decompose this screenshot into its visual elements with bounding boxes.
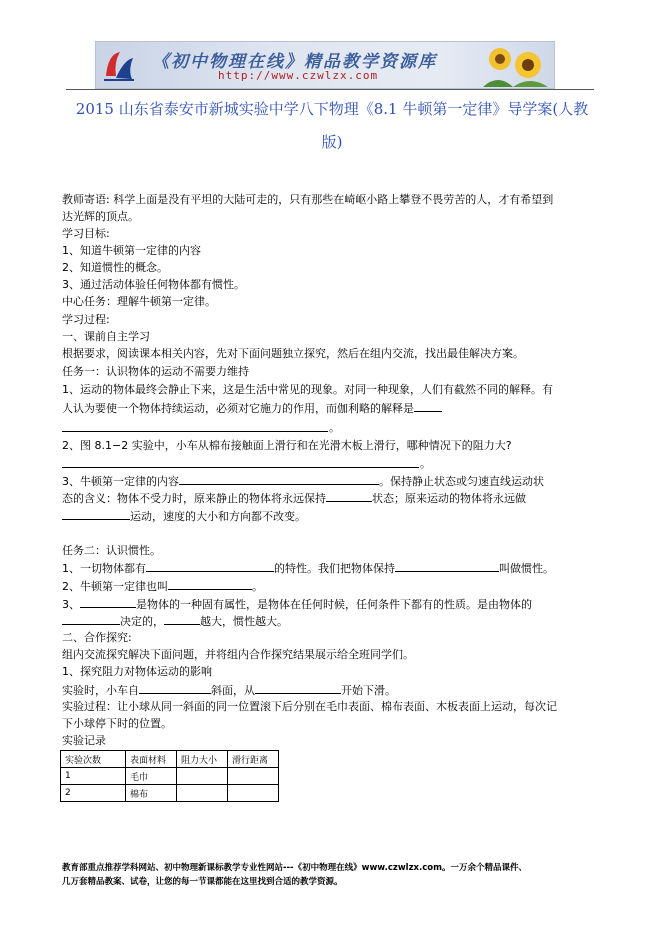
instructions: 根据要求，阅读课本相关内容，先对下面问题独立探究，然后在组内交流，找出最佳解决方案。 <box>62 347 524 360</box>
banner-url: http://www.czwlzx.com <box>218 69 379 82</box>
column-header: 表面材料 <box>126 751 177 768</box>
table-cell: 毛巾 <box>126 768 177 785</box>
experiment-text: 开始下滑。 <box>341 684 396 697</box>
question-3 <box>62 473 544 490</box>
answer-blank[interactable] <box>80 596 136 608</box>
question-3-suffix: 。保持静止状态或匀速直线运动状 <box>379 475 544 488</box>
answer-line[interactable] <box>62 467 419 468</box>
table-cell[interactable] <box>177 768 228 785</box>
experiment-setup <box>62 682 396 699</box>
inertia-text: 决定的， <box>120 615 164 628</box>
period-mark: 。 <box>329 421 340 434</box>
column-header: 实验次数 <box>61 751 126 768</box>
inertia-3-cont <box>62 613 288 630</box>
footer-line-2: 几万套精品教案、试卷，让您的每一节课都能在这里找到合适的教学资源。 <box>62 877 343 887</box>
period-mark: 。 <box>252 580 263 593</box>
inertia-text: 2、牛顿第一定律也叫 <box>62 580 168 593</box>
teacher-motto-cont: 达光辉的顶点。 <box>62 210 139 223</box>
answer-blank[interactable] <box>146 560 274 572</box>
answer-blank[interactable] <box>414 400 442 412</box>
answer-blank[interactable] <box>179 473 379 485</box>
inertia-text: 1、一切物体都有 <box>62 562 146 575</box>
goal-1: 1、知道牛顿第一定律的内容 <box>62 244 201 257</box>
answer-blank[interactable] <box>326 490 372 502</box>
inertia-text: 越大，惯性越大。 <box>200 615 288 628</box>
table-cell: 棉布 <box>126 785 177 802</box>
table-row <box>61 785 279 802</box>
goal-3: 3、通过活动体验任何物体都有惯性。 <box>62 278 245 291</box>
experiment-process: 实验过程：让小球从同一斜面的同一位置滚下后分别在毛巾表面、棉布表面、木板表面上运动，每次记 <box>62 700 557 713</box>
process-heading: 学习过程: <box>62 313 110 326</box>
column-header: 阻力大小 <box>177 751 228 768</box>
cooperation-instructions: 组内交流探究解决下面问题，并将组内合作探究结果展示给全班同学们。 <box>62 648 414 661</box>
table-header-row <box>61 751 279 768</box>
inertia-text: 3、 <box>62 598 80 611</box>
column-header: 滑行距离 <box>228 751 279 768</box>
experiment-text: 斜面，从 <box>211 684 255 697</box>
answer-blank[interactable] <box>62 508 130 520</box>
question-1-cont <box>62 400 442 417</box>
table-row <box>61 768 279 785</box>
goal-2: 2、知道惯性的概念。 <box>62 261 168 274</box>
teacher-motto: 教师寄语: 科学上面是没有平坦的大陆可走的，只有那些在崎岖小路上攀登不畏劳苦的人，才有希望到 <box>62 193 554 206</box>
answer-blank[interactable] <box>62 613 120 625</box>
title-line-1: 2015 山东省泰安市新城实验中学八下物理《8.1 牛顿第一定律》导学案(人教 <box>75 100 589 118</box>
banner-title: 《初中物理在线》精品教学资源库 <box>152 52 437 72</box>
inertia-3 <box>62 596 532 613</box>
table-cell[interactable] <box>228 768 279 785</box>
page-title <box>62 96 602 155</box>
site-logo-icon <box>102 46 136 84</box>
task-1-heading: 任务一：认识物体的运动不需要力维持 <box>62 365 249 378</box>
table-cell[interactable] <box>177 785 228 802</box>
question-3-text: 态的含义：物体不受力时，原来静止的物体将永远保持 <box>62 492 326 505</box>
sunflower-icon <box>478 43 548 87</box>
header-divider <box>66 89 594 90</box>
table-cell[interactable] <box>228 785 279 802</box>
experiment-text: 实验时，小车自 <box>62 684 139 697</box>
answer-blank[interactable] <box>168 578 252 590</box>
question-2: 2、图 8.1−2 实验中，小车从棉布接触面上滑行和在光滑木板上滑行，哪种情况下的阻力大? <box>62 439 512 452</box>
answer-blank[interactable] <box>255 682 341 694</box>
answer-line[interactable] <box>62 431 328 432</box>
header-banner <box>95 41 555 89</box>
experiment-process-cont: 下小球停下时的位置。 <box>62 717 172 730</box>
experiment-record-table <box>60 750 279 802</box>
core-task: 中心任务：理解牛顿第一定律。 <box>62 295 216 308</box>
task-2-heading: 任务二：认识惯性。 <box>62 544 161 557</box>
period-mark: 。 <box>420 457 431 470</box>
answer-blank[interactable] <box>395 560 499 572</box>
answer-blank[interactable] <box>139 682 211 694</box>
inertia-text: 是物体的一种固有属性，是物体在任何时候，任何条件下都有的性质。是由物体的 <box>136 598 532 611</box>
experiment-heading: 1、探究阻力对物体运动的影响 <box>62 665 212 678</box>
question-1: 1、运动的物体最终会静止下来，这是生活中常见的现象。对同一种现象，人们有截然不同的解释。有 <box>62 383 553 396</box>
title-line-2: 版) <box>321 133 343 151</box>
footer-line-1: 教育部重点推荐学科网站、初中物理新课标教学专业性网站---《初中物理在线》www.czwlzx.com。一万余个精品课件、 <box>62 863 527 873</box>
answer-blank[interactable] <box>164 613 200 625</box>
part-2-heading: 二、合作探究: <box>62 631 132 644</box>
inertia-text: 的特性。我们把物体保持 <box>274 562 395 575</box>
table-cell: 2 <box>61 785 126 802</box>
question-3-text: 状态；原来运动的物体将永远做 <box>372 492 526 505</box>
table-cell: 1 <box>61 768 126 785</box>
part-1-heading: 一、课前自主学习 <box>62 330 150 343</box>
inertia-1 <box>62 560 554 577</box>
question-3-cont <box>62 490 526 507</box>
question-3-end <box>62 508 306 525</box>
question-3-text: 运动，速度的大小和方向都不改变。 <box>130 510 306 523</box>
question-3-prefix: 3、牛顿第一定律的内容 <box>62 475 179 488</box>
record-heading: 实验记录 <box>62 734 106 747</box>
question-1-text: 人认为要使一个物体持续运动，必须对它施力的作用，而伽利略的解释是 <box>62 402 414 415</box>
goals-heading: 学习目标: <box>62 227 110 240</box>
inertia-2 <box>62 578 263 595</box>
inertia-text: 叫做惯性。 <box>499 562 554 575</box>
